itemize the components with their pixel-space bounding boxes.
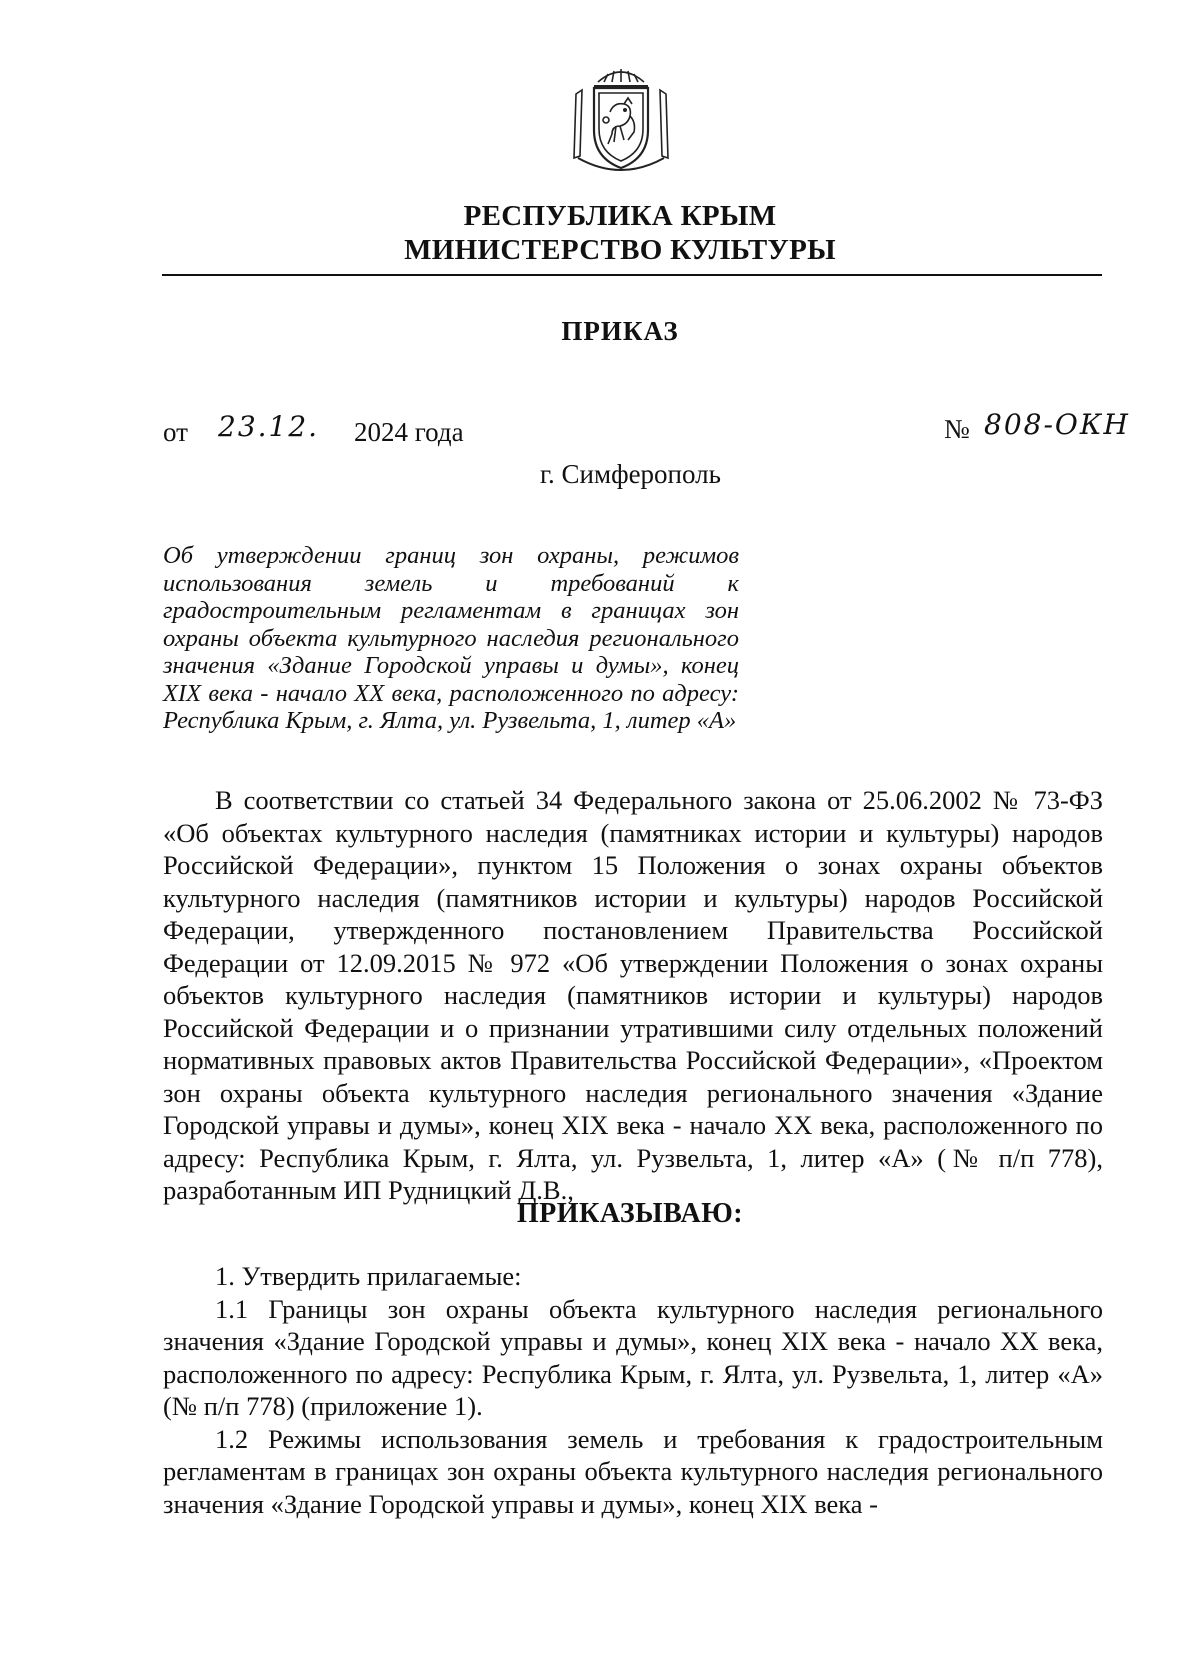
date-prefix: от [163, 417, 188, 447]
order-item-1-2: 1.2 Режимы использования земель и требования к градостроительным регламентам в границах зон охраны объекта культурного наследия регионального значения «Здание Городской управы и думы», конец XIX века - [163, 1423, 1103, 1519]
preamble-paragraph: В соответствии со статьей 34 Федерального закона от 25.06.2002 № 73-ФЗ «Об объектах культурного наследия (памятниках истории и культуры) народов Российской Федерации», пунктом 15 Положения о зонах охраны объектов культурного наследия (памятников истории и культуры) народов Российской Федерации, утвержденного постановлением Правительства Российской Федерации от 12.09.2015 № 972 «Об утверждении Положения о зонах охраны объектов культурного наследия (памятников истории и культуры) народов Российской Федерации и о признании утратившими силу отдельных положений нормативных правовых актов Правительства Российской Федерации», «Проектом зон охраны объекта культурного наследия регионального значения «Здание Городской управы и думы», конец XIX века - начало XX века, расположенного по адресу: Республика Крым, г. Ялта, ул. Рузвельта, 1, литер «А» (№ п/п 778), разработанным ИП Рудницкий Д.В., [163, 785, 1103, 1205]
header-republic: РЕСПУБЛИКА КРЫМ [463, 200, 777, 232]
handwritten-number: 808-ОКН [984, 408, 1130, 441]
document-type-title: ПРИКАЗ [561, 316, 679, 346]
order-subject: Об утверждении границ зон охраны, режимов использования земель и требований к градостроительным регламентам в границах зон охраны объекта культурного наследия регионального значения «Здание Городской управы и думы», конец XIX века - начало XX века, расположенного по адресу: Республика Крым, г. Ялта, ул. Рузвельта, 1, литер «А» [163, 542, 739, 734]
crimea-coat-of-arms-icon [568, 60, 674, 174]
handwritten-date: 23.12. [218, 410, 320, 443]
order-heading: ПРИКАЗЫВАЮ: [516, 1198, 744, 1229]
preamble-block [163, 784, 1103, 1207]
header-ministry: МИНИСТЕРСТВО КУЛЬТУРЫ [404, 234, 836, 266]
header-divider [162, 274, 1102, 276]
order-item-1-1: 1.1 Границы зон охраны объекта культурного наследия регионального значения «Здание Городской управы и думы», конец XIX века - начало XX века, расположенного по адресу: Республика Крым, г. Ялта, ул. Рузвельта, 1, литер «А» (№ п/п 778) (приложение 1). [163, 1293, 1103, 1421]
date-year: 2024 года [354, 417, 464, 447]
order-item-1: 1. Утвердить прилагаемые: [215, 1261, 522, 1291]
number-prefix: № [944, 414, 970, 444]
order-items [163, 1260, 1103, 1520]
city: г. Симферополь [540, 459, 721, 489]
